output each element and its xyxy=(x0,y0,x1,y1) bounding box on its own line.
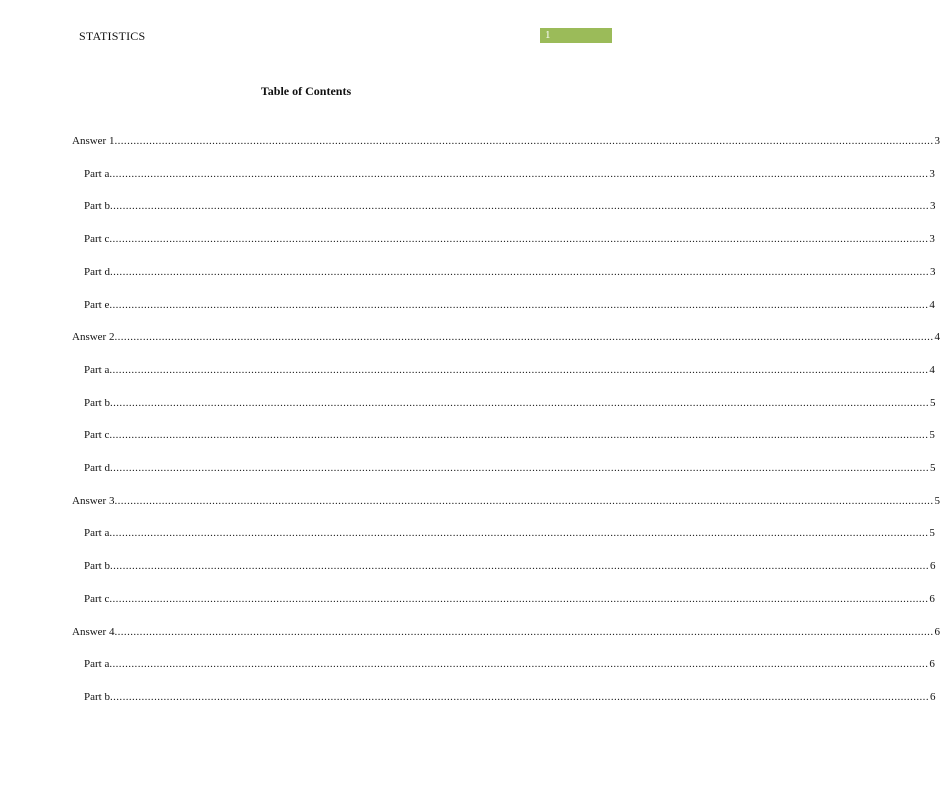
toc-entry[interactable] xyxy=(84,396,936,410)
toc-dot-leader: .................................................................................................................................................................................................................................................................... xyxy=(109,233,929,246)
toc-entry-page-number: 6 xyxy=(929,592,935,605)
toc-entry-label: Part a xyxy=(84,363,110,376)
toc-entry[interactable] xyxy=(72,494,940,508)
toc-entry[interactable] xyxy=(84,428,935,442)
toc-entry[interactable] xyxy=(84,265,936,279)
toc-entry-page-number: 6 xyxy=(929,658,935,671)
toc-dot-leader: .................................................................................................................................................................................................................................................................... xyxy=(109,298,929,311)
toc-entry-label: Part b xyxy=(84,396,110,409)
toc-entry[interactable] xyxy=(84,461,936,475)
toc-entry-label: Part e xyxy=(84,298,110,311)
toc-entry-page-number: 5 xyxy=(929,429,935,442)
toc-entry-label: Answer 4 xyxy=(72,625,115,638)
toc-dot-leader: .................................................................................................................................................................................................................................................................... xyxy=(109,690,929,703)
toc-entry[interactable] xyxy=(84,526,935,540)
toc-entry[interactable] xyxy=(72,134,940,148)
toc-dot-leader: .................................................................................................................................................................................................................................................................... xyxy=(109,363,929,376)
toc-entry[interactable] xyxy=(72,625,940,639)
toc-entry-label: Part c xyxy=(84,592,110,605)
toc-entry-page-number: 3 xyxy=(934,135,940,147)
toc-entry-page-number: 3 xyxy=(929,167,935,180)
toc-dot-leader: .................................................................................................................................................................................................................................................................... xyxy=(109,527,929,540)
toc-entry-page-number: 6 xyxy=(929,690,936,703)
toc-entry[interactable] xyxy=(84,298,935,312)
toc-dot-leader: .................................................................................................................................................................................................................................................................... xyxy=(109,429,929,442)
toc-entry-label: Part a xyxy=(84,658,110,671)
toc-entry-label: Answer 1 xyxy=(72,135,115,147)
toc-dot-leader: .................................................................................................................................................................................................................................................................... xyxy=(109,560,929,573)
toc-entry[interactable] xyxy=(84,559,936,573)
toc-dot-leader: .................................................................................................................................................................................................................................................................... xyxy=(109,462,929,474)
toc-dot-leader: .................................................................................................................................................................................................................................................................... xyxy=(114,494,934,507)
page-number: 1 xyxy=(545,29,551,41)
toc-entry-label: Part d xyxy=(84,265,110,278)
toc-entry[interactable] xyxy=(84,363,935,377)
toc-heading: Table of Contents xyxy=(260,84,352,98)
toc-entry-page-number: 4 xyxy=(934,331,940,344)
toc-entry-page-number: 3 xyxy=(929,265,936,278)
toc-dot-leader: .................................................................................................................................................................................................................................................................... xyxy=(114,331,934,344)
toc-entry[interactable] xyxy=(84,199,936,213)
toc-dot-leader: .................................................................................................................................................................................................................................................................... xyxy=(109,396,929,409)
toc-entry-page-number: 6 xyxy=(934,625,940,638)
toc-entry-label: Part b xyxy=(84,200,110,213)
toc-entry[interactable] xyxy=(72,330,940,344)
toc-entry-page-number: 3 xyxy=(929,233,935,246)
toc-entry-label: Part c xyxy=(84,429,110,442)
toc-entry-label: Part d xyxy=(84,462,110,474)
toc-entry-page-number: 5 xyxy=(934,494,940,507)
toc-entry-page-number: 5 xyxy=(929,527,935,540)
toc-entry[interactable] xyxy=(84,167,935,181)
toc-entry-label: Part a xyxy=(84,167,110,180)
toc-entry[interactable] xyxy=(84,592,935,606)
toc-entry-page-number: 4 xyxy=(929,298,935,311)
toc-entry-label: Part c xyxy=(84,233,110,246)
toc-entry-page-number: 6 xyxy=(929,560,936,573)
toc-entry-label: Part b xyxy=(84,690,110,703)
toc-dot-leader: .................................................................................................................................................................................................................................................................... xyxy=(114,625,934,638)
toc-entry-label: Answer 2 xyxy=(72,331,115,344)
toc-entry[interactable] xyxy=(84,657,935,671)
toc-entry[interactable] xyxy=(84,232,935,246)
toc-dot-leader: .................................................................................................................................................................................................................................................................... xyxy=(109,167,929,180)
toc-entry-page-number: 5 xyxy=(929,396,936,409)
toc-entry-page-number: 4 xyxy=(929,363,935,376)
toc-entry-label: Part a xyxy=(84,527,110,540)
toc-entry-label: Answer 3 xyxy=(72,494,115,507)
toc-entry-page-number: 5 xyxy=(929,462,936,474)
toc-entry[interactable] xyxy=(84,690,936,704)
toc-dot-leader: .................................................................................................................................................................................................................................................................... xyxy=(109,200,929,213)
toc-dot-leader: .................................................................................................................................................................................................................................................................... xyxy=(109,592,929,605)
toc-dot-leader: .................................................................................................................................................................................................................................................................... xyxy=(114,135,934,147)
toc-entry-page-number: 3 xyxy=(929,200,936,213)
running-header-title: STATISTICS xyxy=(79,29,146,43)
toc-entry-label: Part b xyxy=(84,560,110,573)
toc-dot-leader: .................................................................................................................................................................................................................................................................... xyxy=(109,658,929,671)
toc-dot-leader: .................................................................................................................................................................................................................................................................... xyxy=(109,265,929,278)
